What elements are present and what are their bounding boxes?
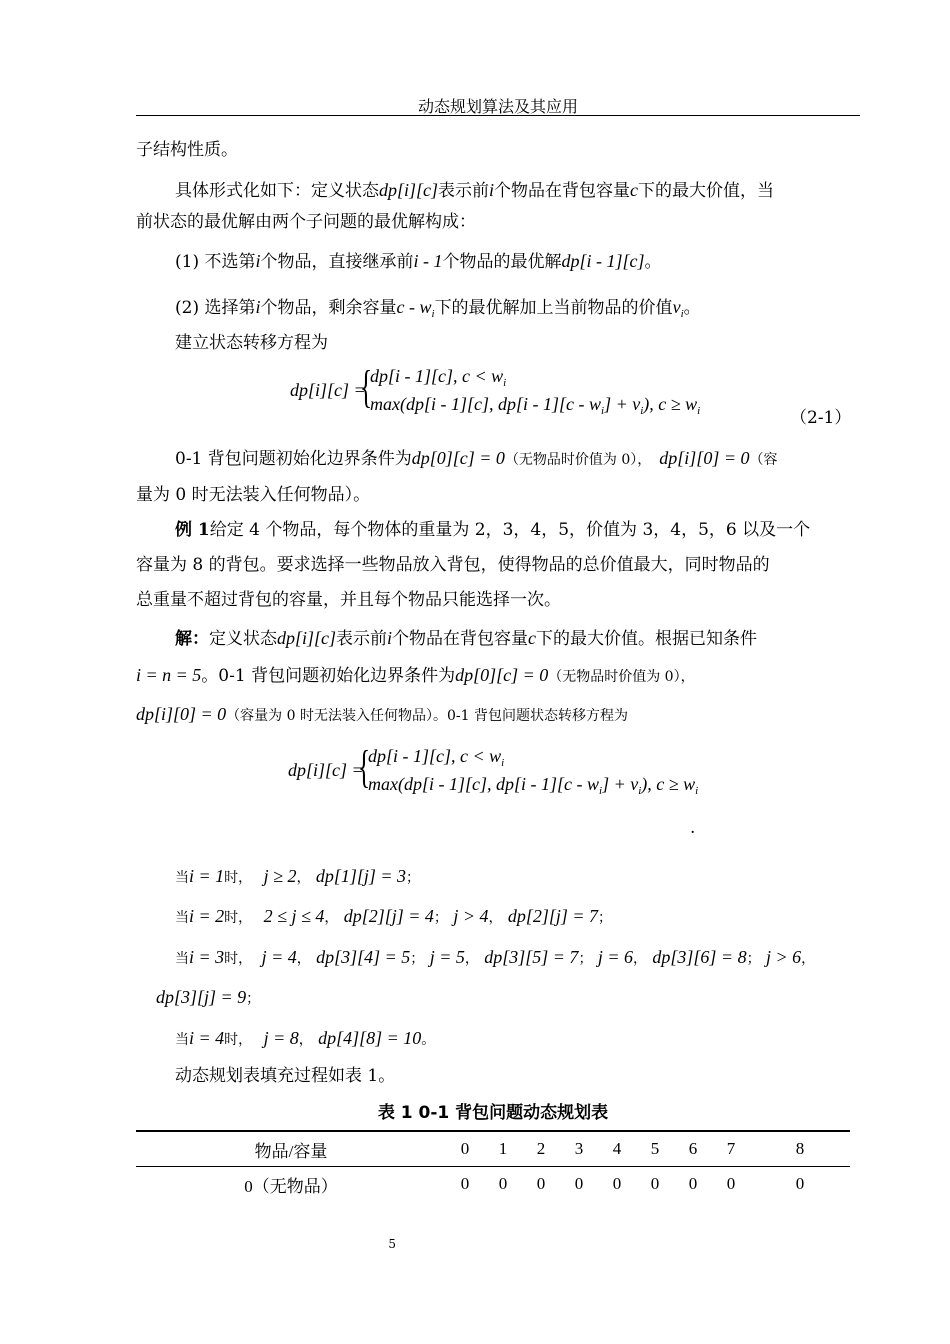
equation-number: （2-1） — [790, 408, 852, 428]
header-cell: 2 — [536, 1139, 546, 1158]
case-i4: 当i = 4时， j = 8， dp[4][8] = 10。 — [175, 1028, 436, 1048]
header-cell: 5 — [650, 1139, 660, 1158]
table-cell: 0 — [650, 1174, 660, 1193]
header-cell: 7 — [726, 1139, 736, 1158]
equation-dot: . — [690, 818, 696, 838]
para-line-8: 量为 0 时无法装入任何物品）。 — [136, 485, 371, 505]
table-cell: 0 — [460, 1174, 470, 1193]
example-line-3: 总重量不超过背包的容量，并且每个物品只能选择一次。 — [136, 590, 561, 610]
header-rule — [136, 115, 860, 116]
item-1: (1) 不选第i个物品，直接继承前i - 1个物品的最优解dp[i - 1][c]。 — [175, 251, 662, 272]
item-2: (2) 选择第i个物品，剩余容量c - $w_i$下的最优解加上当前物品的价值$v_i$。 — [175, 297, 701, 320]
dp-table — [136, 1130, 850, 1201]
header-cell: 1 — [498, 1139, 508, 1158]
table-cell: 0 — [498, 1174, 508, 1193]
table-row — [136, 1167, 850, 1202]
table-cell: 0（无物品） — [244, 1176, 338, 1196]
solution-line-3: dp[i][0] = 0（容量为 0 时无法装入任何物品）。0-1 背包问题状态转移方程为 — [136, 704, 628, 724]
solution-line-2: i = n = 5。0-1 背包问题初始化边界条件为dp[0][c] = 0（无物品时价值为 0）， — [136, 665, 695, 686]
para-line-2: 具体形式化如下：定义状态dp[i][c]表示前i个物品在背包容量c下的最大价值，当 — [175, 180, 775, 201]
page-number: 5 — [388, 1237, 396, 1251]
table-cell: 0 — [536, 1174, 546, 1193]
para-line-1: 子结构性质。 — [136, 140, 238, 160]
header-cell: 物品/容量 — [254, 1141, 328, 1161]
table-cell: 0 — [612, 1174, 622, 1193]
header-cell: 0 — [460, 1139, 470, 1158]
para-line-3: 前状态的最优解由两个子问题的最优解构成： — [136, 212, 476, 232]
para-line-7: 0-1 背包问题初始化边界条件为dp[0][c] = 0（无物品时价值为 0）， dp[i][0] = 0（容 — [175, 448, 778, 469]
example-line-1: 例 1给定 4 个物品，每个物体的重量为 2，3，4，5，价值为 3，4，5，6 以及一个 — [175, 520, 811, 540]
table-caption: 表 1 0-1 背包问题动态规划表 — [377, 1103, 609, 1123]
case-i3-cont: dp[3][j] = 9； — [156, 987, 261, 1007]
header-cell: 8 — [795, 1139, 805, 1158]
header-cell: 4 — [612, 1139, 622, 1158]
header-cell: 6 — [688, 1139, 698, 1158]
header-cell: 3 — [574, 1139, 584, 1158]
table-cell: 0 — [574, 1174, 584, 1193]
table-cell: 0 — [795, 1174, 805, 1193]
case-i2: 当i = 2时， 2 ≤ j ≤ 4， dp[2][j] = 4； j > 4， dp[2][j] = 7； — [175, 906, 613, 926]
case-i3: 当i = 3时， j = 4， dp[3][4] = 5； j = 5， dp[3][5] = 7； j = 6， dp[3][6] = 8； j > 6， — [175, 947, 816, 967]
table-cell: 0 — [726, 1174, 736, 1193]
solution-line-1: 解：定义状态dp[i][c]表示前i个物品在背包容量c下的最大价值。根据已知条件 — [175, 628, 758, 649]
table-intro: 动态规划表填充过程如表 1。 — [175, 1066, 396, 1086]
table-header-row — [136, 1131, 850, 1167]
example-line-2: 容量为 8 的背包。要求选择一些物品放入背包，使得物品的总价值最大，同时物品的 — [136, 555, 770, 575]
case-i1: 当i = 1时， j ≥ 2， dp[1][j] = 3； — [175, 866, 421, 886]
para-line-6: 建立状态转移方程为 — [175, 333, 328, 353]
table-cell: 0 — [688, 1174, 698, 1193]
running-header: 动态规划算法及其应用 — [417, 97, 578, 116]
